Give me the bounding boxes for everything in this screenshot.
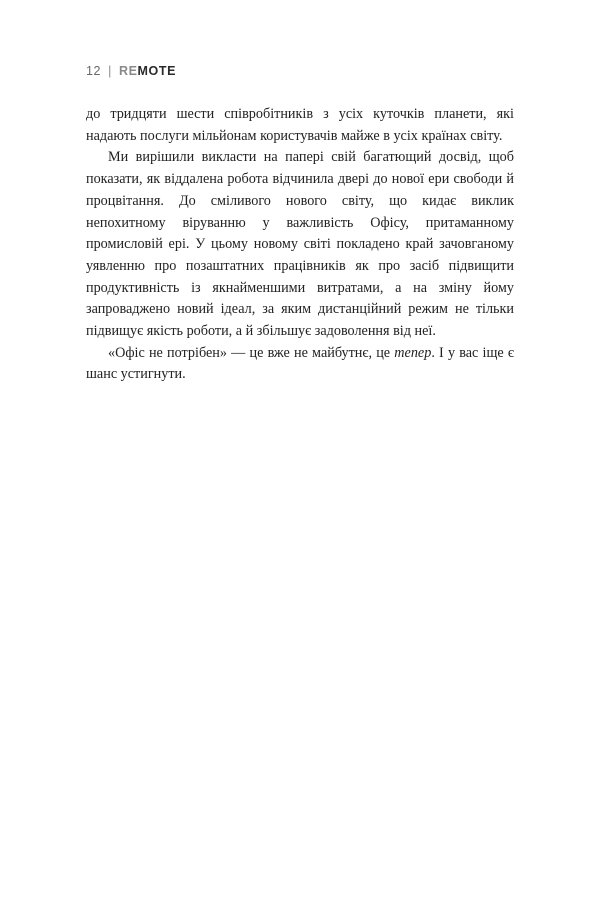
paragraph-1: до тридцяти шести співробітників з усіх куточків планети, які надають послуги мільйонам користувачів майже в усіх країнах світу. [86,106,514,144]
paragraph-3-text-start: «Офіс не потрібен» — це вже не майбутнє, це [108,344,395,361]
running-header [86,64,176,78]
paragraph-3 [86,343,514,386]
paragraph-2: Ми вирішили викласти на папері свій багатющий досвід, щоб показати, як віддалена робота відчинила двері до нової ери свободи й процвітання. До сміливого нового світу, що кидає виклик непохитному віруванню у важливість Офісу, притаманному промисловій ері. У цьому новому світі покладено край зачовганому уявленню про позаштатних працівників як про засіб підвищити продуктивність із якнайменшими витратами, а на зміну йому запроваджено новий ідеал, за яким дистанційний режим не тільки підвищує якість роботи, а й збільшує задоволення від неї. [86,149,514,340]
page-number: 12 [86,64,102,78]
book-title-prefix: RE [118,64,138,78]
paragraph-3-text-end: . І у вас іще є шанс устигнути. [86,344,514,383]
header-separator: | [108,64,112,78]
emphasis-now: тепер [394,344,432,361]
book-title-suffix: MOTE [137,64,177,78]
body-text [86,104,514,386]
